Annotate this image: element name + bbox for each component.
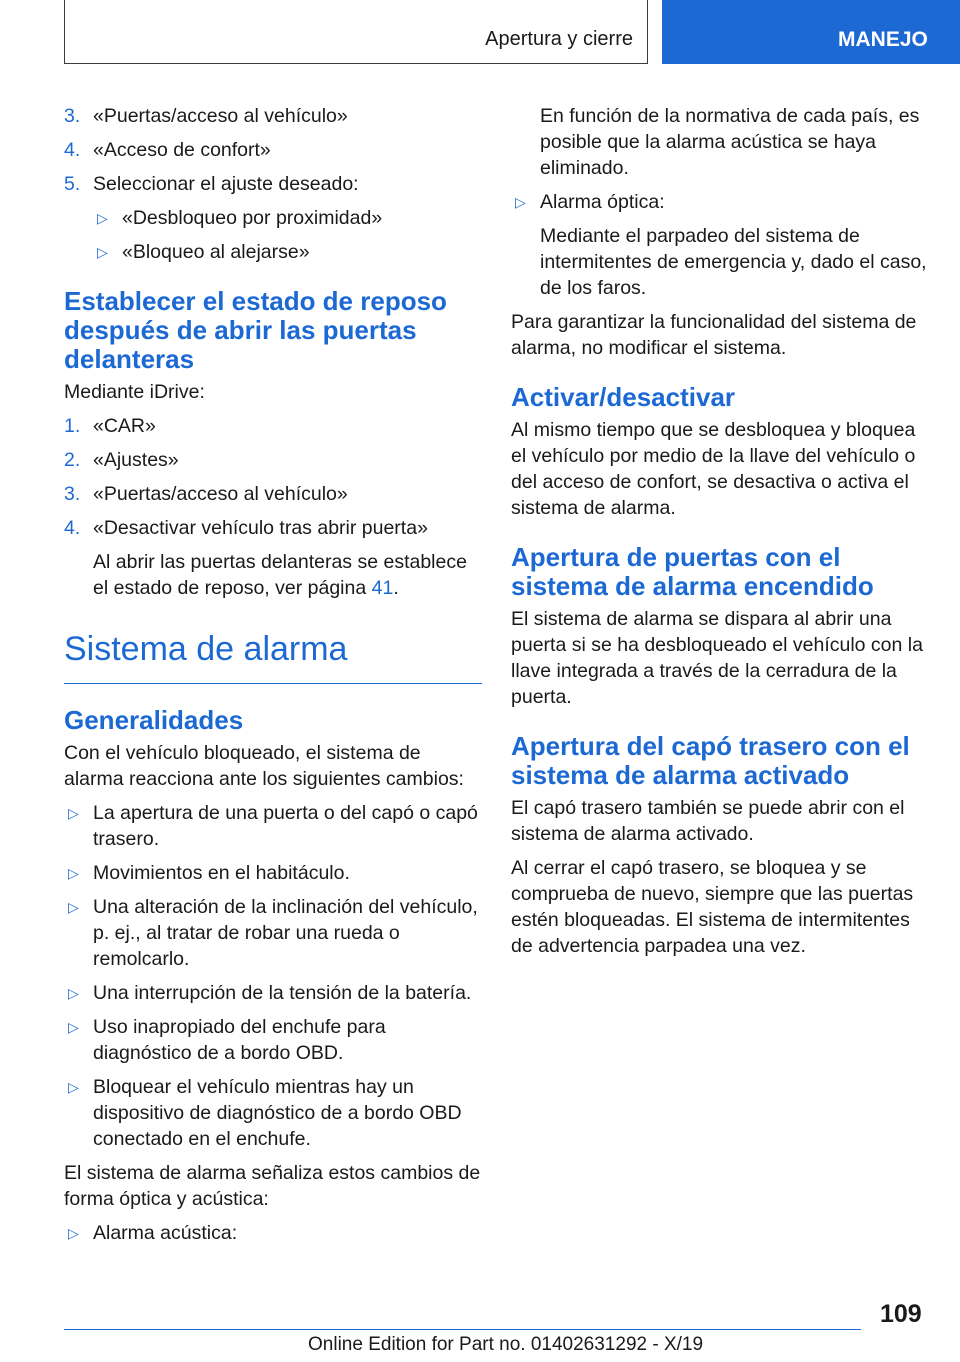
heading-doors: Apertura de puertas con el sistema de alarma encendido [511,542,874,601]
heading-rest-state: Establecer el estado de reposo después de abrir las puertas delanteras [64,286,447,374]
list-item: 2. «Ajustes» [64,449,179,471]
header-frame [64,0,648,64]
alarm-type-item: ▷ Alarma óptica: [515,191,665,213]
change-item: ▷ Uso inapropiado del enchufe para diagnóstico de a bordo OBD. [68,1016,386,1064]
optical-note: Mediante el parpadeo del sistema de intermitentes de emergencia y, dado el caso, de los faros. [540,225,927,299]
section-title: Apertura y cierre [485,28,633,50]
page-link[interactable]: 41 [371,577,394,599]
trunk-text-1: El capó trasero también se puede abrir con el sistema de alarma activado. [511,797,905,845]
signal-intro: El sistema de alarma señaliza estos cambios de forma óptica y acústica: [64,1162,481,1210]
option-item: ▷ «Desbloqueo por proximidad» [97,207,383,229]
heading-alarm-system: Sistema de alarma [64,629,482,684]
list-item: 1. «CAR» [64,415,156,437]
step-note: Al abrir las puertas delanteras se establece el estado de reposo, ver página 41. [93,551,467,599]
general-intro: Con el vehículo bloqueado, el sistema de alarma reacciona ante los siguientes cambios: [64,742,464,790]
bullet-triangle-icon: ▷ [68,1225,79,1241]
change-item: ▷ La apertura de una puerta o del capó o capó trasero. [68,802,478,850]
chapter-tab: MANEJO [662,0,960,64]
bullet-triangle-icon: ▷ [68,985,79,1001]
doors-text: El sistema de alarma se dispara al abrir una puerta si se ha desbloqueado el vehículo con la llave integrada a través de la cerradura de la puerta. [511,608,923,708]
bullet-triangle-icon: ▷ [68,1079,79,1095]
bullet-triangle-icon: ▷ [97,244,108,260]
footer-divider [64,1329,861,1330]
footer-edition: Online Edition for Part no. 01402631292 - X/19 [308,1334,704,1355]
list-item: 5. Seleccionar el ajuste deseado: [64,173,359,195]
bullet-triangle-icon: ▷ [68,865,79,881]
change-item: ▷ Una alteración de la inclinación del vehículo, p. ej., al tratar de robar una rueda o remolcarlo. [68,896,478,970]
heading-activate: Activar/desactivar [511,382,736,412]
bullet-triangle-icon: ▷ [68,899,79,915]
option-item: ▷ «Bloqueo al alejarse» [97,241,310,263]
bullet-triangle-icon: ▷ [97,210,108,226]
alarm-type-item: ▷ Alarma acústica: [68,1222,238,1244]
list-item: 4. «Desactivar vehículo tras abrir puerta» Al abrir las puertas delanteras se establece el estado de reposo, ver página 41. [64,515,482,601]
bullet-triangle-icon: ▷ [68,805,79,821]
toggle-text: Al mismo tiempo que se desbloquea y bloquea el vehículo por medio de la llave del vehículo o del acceso de confort, se desactiva o activa el sistema de alarma. [511,419,916,519]
page-number: 109 [880,1300,922,1328]
change-item: ▷ Movimientos en el habitáculo. [68,862,350,884]
acoustic-note: En función de la normativa de cada país, es posible que la alarma acústica se haya eliminado. [540,105,920,179]
left-column [64,103,482,1254]
heading-general: Generalidades [64,705,244,735]
idrive-intro: Mediante iDrive: [64,381,205,403]
bullet-triangle-icon: ▷ [515,194,526,210]
trunk-text-2: Al cerrar el capó trasero, se bloquea y se comprueba de nuevo, siempre que las puertas estén bloqueadas. El sistema de intermitentes de advertencia parpadea una vez. [511,857,914,957]
list-item: 3. «Puertas/acceso al vehículo» [64,483,348,505]
heading-trunk: Apertura del capó trasero con el sistema de alarma activado [511,731,910,790]
no-modify-note: Para garantizar la funcionalidad del sistema de alarma, no modificar el sistema. [511,311,917,359]
list-item: 3. «Puertas/acceso al vehículo» [64,105,348,127]
right-column [511,103,929,967]
list-item: 4. «Acceso de confort» [64,139,271,161]
change-item: ▷ Bloquear el vehículo mientras hay un dispositivo de diagnóstico de a bordo OBD conectado en el enchufe. [68,1076,462,1150]
change-item: ▷ Una interrupción de la tensión de la batería. [68,982,472,1004]
bullet-triangle-icon: ▷ [68,1019,79,1035]
